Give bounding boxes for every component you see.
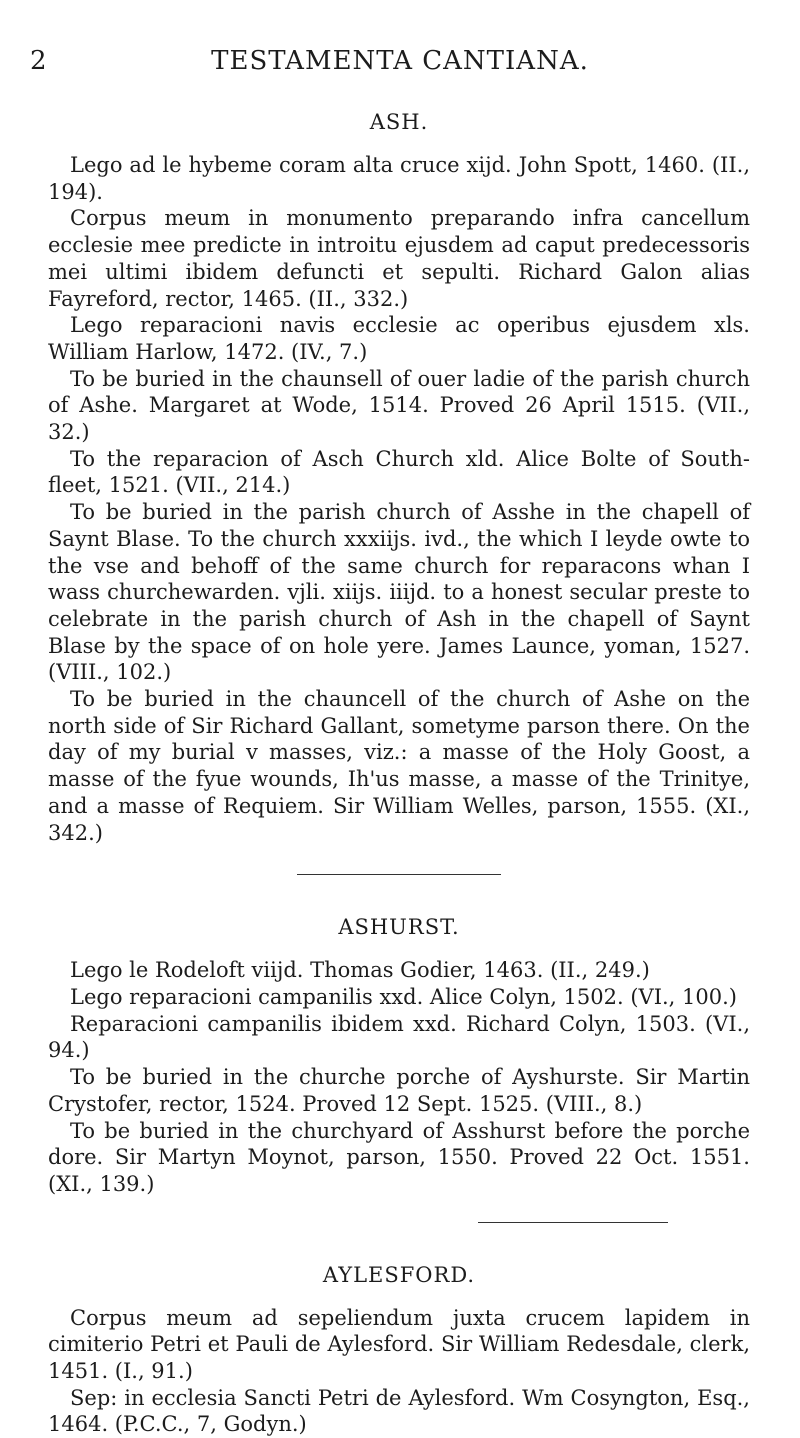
section-ashurst — [48, 915, 750, 1197]
will-entry: To be buried in the chauncell of the church of Ashe on the north side of Sir Richard Gallant, sometyme parson there. On the day of my burial v masses, viz.: a masse of the Holy Goost, a masse of the fyue wounds, Ih'us masse, a masse of the Trinitye, and a masse of Requiem. Sir William Welles, parson, 1555. (XI., 342.) — [48, 687, 750, 845]
section-divider — [478, 1222, 668, 1223]
will-entry: To be buried in the churchyard of Asshurst before the porche dore. Sir Martyn Moynot, parson, 1550. Proved 22 Oct. 1551. (XI., 139.) — [48, 1118, 750, 1196]
will-entry: Lego reparacioni navis ecclesie ac operibus ejusdem xls. William Harlow, 1472. (IV., 7.) — [48, 313, 750, 364]
will-entry: Reparacioni campanilis ibidem xxd. Richard Colyn, 1503. (VI., 94.) — [48, 1011, 750, 1063]
section-title: ASHURST. — [338, 915, 460, 940]
will-entry: Corpus meum in monumento preparando infra cancellum ecclesie mee predicte in introitu ejusdem ad caput predecessoris mei ultimi ibidem defuncti et sepulti. Richard Galon alias Fayreford, rector, 1465. (II., 332.) — [48, 206, 750, 311]
entry-list — [48, 1305, 750, 1438]
will-entry: Lego ad le hybeme coram alta cruce xijd. John Spott, 1460. (II., 194). — [48, 153, 750, 204]
will-entry: To be buried in the churche porche of Ayshurste. Sir Martin Crystofer, rector, 1524. Proved 12 Sept. 1525. (VIII., 8.) — [48, 1065, 750, 1116]
will-entry: To the reparacion of Asch Church xld. Alice Bolte of South-fleet, 1521. (VII., 214.) — [48, 446, 750, 498]
section-divider — [297, 874, 501, 875]
will-entry: To be buried in the parish church of Asshe in the chapell of Saynt Blase. To the church xxxiijs. ivd., the which I leyde owte to the vse and behoff of the same church for reparacons whan I wass churchewarden. vjli. xiijs. iiijd. to a honest secular preste to celebrate in the parish church of Ash in the chapell of Saynt Blase by the space of on hole yere. James Launce, yoman, 1527. (VIII., 102.) — [48, 500, 750, 685]
running-title: TESTAMENTA CANTIANA. — [211, 46, 589, 76]
entry-list — [48, 957, 750, 1197]
section-ash — [48, 110, 750, 846]
section-title: ASH. — [369, 110, 429, 134]
will-entry: Lego reparacioni campanilis xxd. Alice Colyn, 1502. (VI., 100.) — [70, 984, 737, 1009]
section-title: AYLESFORD. — [322, 1262, 476, 1287]
running-header — [30, 46, 770, 86]
text-body — [48, 110, 750, 1438]
section-aylesford — [48, 1263, 750, 1438]
page-number: 2 — [30, 46, 47, 76]
will-entry: Lego le Rodeloft viijd. Thomas Godier, 1463. (II., 249.) — [70, 958, 650, 983]
will-entry: Sep: in ecclesia Sancti Petri de Aylesford. Wm Cosyngton, Esq., 1464. (P.C.C., 7, Godyn.) — [48, 1385, 750, 1437]
will-entry: To be buried in the chaunsell of ouer ladie of the parish church of Ashe. Margaret at Wode, 1514. Proved 26 April 1515. (VII., 32.) — [48, 366, 750, 445]
will-entry: Corpus meum ad sepeliendum juxta crucem lapidem in cimiterio Petri et Pauli de Aylesford. Sir William Redesdale, clerk, 1451. (I., 91.) — [48, 1305, 750, 1384]
entry-list — [48, 152, 750, 846]
